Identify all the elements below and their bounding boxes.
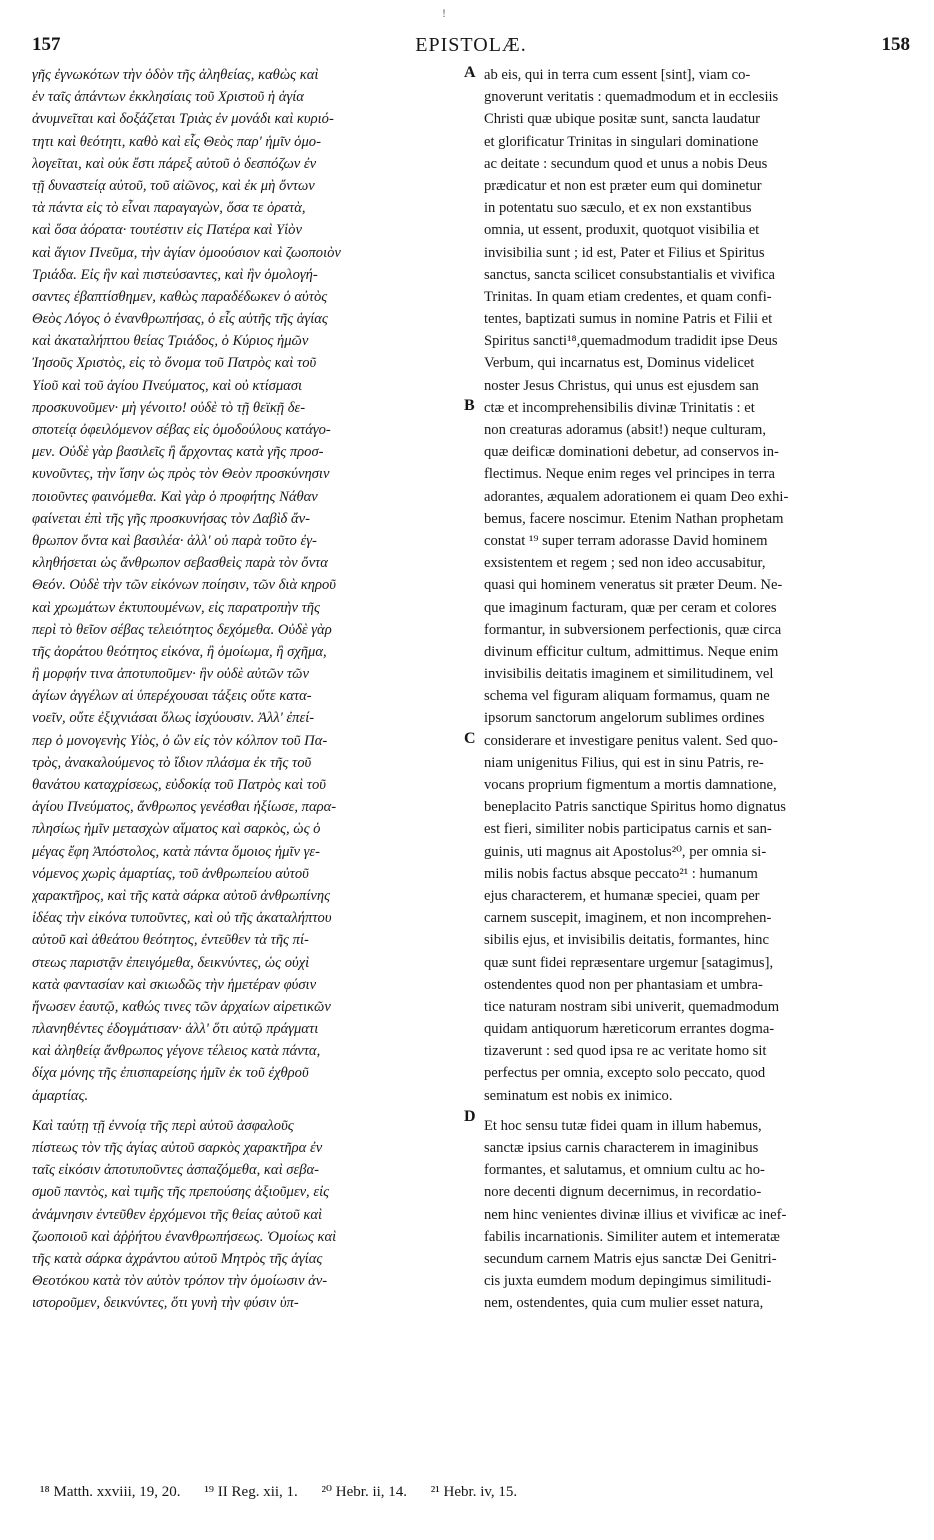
- text-line: νοεῖν, οὔτε ἐξιχνιάσαι ὅλως ἰσχύουσιν. Ἀλλ' ἐπεί-: [32, 710, 315, 727]
- text-line: Θεόν. Οὐδὲ τὴν τῶν εἰκόνων ποίησιν, τῶν διὰ κηροῦ: [32, 577, 337, 594]
- text-line: ἐν ταῖς ἁπάντων ἐκκλησίαις τοῦ Χριστοῦ ἡ ἁγία: [32, 89, 304, 106]
- text-line: Καὶ ταύτῃ τῇ ἐννοίᾳ τῆς περὶ αὐτοῦ ἀσφαλοῦς: [32, 1117, 294, 1134]
- text-line: est fieri, similiter nobis participatus carnis et san-: [484, 821, 772, 838]
- text-line: πλησίως ἡμῖν μετασχὼν αἵματος καὶ σαρκὸς, ὡς ὁ: [32, 821, 321, 838]
- text-line: ac deitate : secundum quod et unus a nobis Deus: [484, 155, 768, 172]
- text-line: Et hoc sensu tutæ fidei quam in illum habemus,: [484, 1117, 762, 1134]
- text-line: νόμενος χωρὶς ἁμαρτίας, τοῦ ἀνθρωπείου αὐτοῦ: [32, 865, 309, 882]
- text-line: in potentatu suo sæculo, et ex non exstantibus: [484, 200, 752, 217]
- page-header: [32, 34, 910, 64]
- text-line: ἥνωσεν ἑαυτῷ, καθώς τινες τῶν ἀρχαίων αἱρετικῶν: [32, 998, 331, 1015]
- text-line: omnia, ut essent, produxit, quotquot visibilia et: [484, 222, 760, 239]
- text-line: Τριάδα. Εἰς ἣν καὶ πιστεύσαντες, καὶ ἣν ὁμολογή-: [32, 266, 318, 283]
- text-line: Θεοτόκου κατὰ τὸν αὐτὸν τρόπον τὴν ὁμοίωσιν ἀν-: [32, 1273, 328, 1290]
- text-line: nem hinc venientes divinæ illius et vivificæ ac inef-: [484, 1206, 787, 1223]
- margin-marker-c: C: [464, 730, 476, 747]
- text-line: divinum efficitur cultum, admittimus. Neque enim: [484, 643, 779, 660]
- text-line: θανάτου καταχρίσεως, εὐδοκίᾳ τοῦ Πατρὸς καὶ τοῦ: [32, 777, 326, 793]
- text-line: exsistentem et regem ; sed non ideo accusabitur,: [484, 555, 766, 572]
- text-line: σαντες ἐβαπτίσθημεν, καθὼς παραδέδωκεν ὁ αὐτὸς: [32, 288, 328, 305]
- stray-ink-mark: !: [442, 6, 446, 20]
- text-line: adorantes, æqualem adorationem ei quam Deo exhi-: [484, 488, 789, 505]
- text-line: καὶ ἀληθείᾳ ἄνθρωπος γέγονε τέλειος κατὰ πάντα,: [32, 1043, 321, 1060]
- text-line: αὐτοῦ καὶ ἀθεάτου θεότητος, ἐντεῦθεν τὰ τῆς πί-: [32, 932, 309, 949]
- text-line: κατὰ φαντασίαν καὶ σκιωδῶς τὴν ἡμετέραν φύσιν: [32, 976, 317, 993]
- text-line: ostendentes quod non per phantasiam et umbra-: [484, 976, 763, 993]
- text-line: guinis, uti magnus ait Apostolus²⁰, per omnia si-: [484, 843, 767, 860]
- text-line: invisibilia sunt ; id est, Pater et Filius et Spiritus: [484, 244, 765, 261]
- text-line: Υἱοῦ καὶ τοῦ ἁγίου Πνεύματος, καὶ οὐ κτίσμασι: [32, 377, 303, 394]
- paragraph-gap: [484, 1107, 914, 1115]
- text-line: λογεῖται, καὶ οὐκ ἔστι πάρεξ αὐτοῦ ὁ δεσπόζων ἐν: [32, 155, 317, 172]
- text-line: θρωπον ὄντα καὶ βασιλέα· ἀλλ' οὐ παρὰ τοῦτο ἐγ-: [32, 532, 317, 549]
- text-line: invisibilis deitatis imaginem et similitudinem, vel: [484, 666, 774, 683]
- text-line: constat ¹⁹ super terram adorasse David hominem: [484, 532, 768, 549]
- text-line: Ἰησοῦς Χριστὸς, εἰς τὸ ὄνομα τοῦ Πατρὸς καὶ τοῦ: [32, 355, 317, 372]
- text-line: secundum carnem Matris ejus sanctæ Dei Genitri-: [484, 1250, 777, 1267]
- text-line: tizaverunt : sed quod ipsa re ac veritate homo sit: [484, 1043, 767, 1060]
- latin-text-column: [484, 64, 914, 1315]
- text-line: πίστεως τὸν τῆς ἁγίας αὐτοῦ σαρκὸς χαρακτῆρα ἐν: [32, 1140, 323, 1156]
- text-line: ἀνυμνεῖται καὶ δοξάζεται Τριὰς ἐν μονάδι καὶ κυριό-: [32, 111, 334, 128]
- text-line: φαίνεται ἐπὶ τῆς γῆς προσκυνήσας τὸν Δαβὶδ ἄν-: [32, 510, 310, 527]
- running-title: EPISTOLÆ.: [415, 34, 527, 56]
- text-line: καὶ χρωμάτων ἐκτυπουμένων, εἰς παρατροπὴν τῆς: [32, 599, 320, 616]
- margin-marker-a: A: [464, 64, 476, 81]
- text-line: ἁμαρτίας.: [32, 1087, 89, 1104]
- text-line: τῇ δυναστείᾳ αὐτοῦ, τοῦ αἰῶνος, καὶ ἐκ μὴ ὄντων: [32, 177, 315, 194]
- text-line: schema vel figuram aliquam formamus, quam ne: [484, 688, 770, 705]
- text-line: seminatum est nobis ex inimico.: [484, 1087, 673, 1104]
- text-line: ejus characterem, et humanæ speciei, quam per: [484, 887, 760, 904]
- footnote-20: ²⁰ Hebr. ii, 14.: [321, 1484, 408, 1500]
- text-line: κυνοῦντες, τὴν ἴσην ὡς πρὸς τὸν Θεὸν προσκύνησιν: [32, 466, 330, 483]
- text-line: σμοῦ παντὸς, καὶ τιμῆς τῆς πρεπούσης ἀξιοῦμεν, εἰς: [32, 1184, 330, 1201]
- text-line: nore decenti dignum decernimus, in recordatio-: [484, 1184, 762, 1201]
- margin-marker-b: B: [464, 397, 475, 414]
- text-line: carnem suscepit, imaginem, et non incomprehen-: [484, 910, 772, 927]
- text-line: flectimus. Neque enim reges vel principes in terra: [484, 466, 775, 483]
- text-line: ἁγίου Πνεύματος, ἄνθρωπος γενέσθαι ἠξίωσε, παρα-: [32, 799, 337, 816]
- text-line: καὶ ἀκαταλήπτου θείας Τριάδος, ὁ Κύριος ἡμῶν: [32, 333, 309, 350]
- footnote-18: ¹⁸ Matth. xxviii, 19, 20.: [40, 1484, 181, 1500]
- text-line: τὰ πάντα εἰς τὸ εἶναι παραγαγὼν, ὅσα τε ὁρατὰ,: [32, 200, 306, 217]
- text-line: ctæ et incomprehensibilis divinæ Trinitatis : et: [484, 399, 755, 416]
- text-line: τρὸς, ἀνακαλούμενος τὸ ἴδιον πλάσμα ἐκ τῆς τοῦ: [32, 754, 312, 771]
- page-number-left: 157: [32, 34, 61, 55]
- text-line: Verbum, qui incarnatus est, Dominus videlicet: [484, 355, 755, 372]
- text-line: et glorificatur Trinitas in singulari dominatione: [484, 133, 759, 150]
- text-line: bemus, facere noscimur. Etenim Nathan prophetam: [484, 510, 784, 527]
- text-line: χαρακτῆρος, καὶ τῆς κατὰ σάρκα αὐτοῦ ἀνθρωπίνης: [32, 887, 331, 904]
- text-line: perfectus per omnia, excepto solo peccato, quod: [484, 1065, 766, 1082]
- text-line: cis juxta eumdem modum depingimus similitudi-: [484, 1273, 772, 1290]
- text-line: beneplacito Patris sanctique Spiritus homo dignatus: [484, 799, 786, 816]
- footnotes: [40, 1482, 910, 1501]
- text-line: ποιοῦντες φαινόμεθα. Καὶ γὰρ ὁ προφήτης Νάθαν: [32, 488, 318, 505]
- margin-marker-d: D: [464, 1108, 476, 1125]
- text-line: considerare et investigare penitus valent. Sed quo-: [484, 732, 778, 749]
- text-line: περ ὁ μονογενὴς Υἱὸς, ὁ ὢν εἰς τὸν κόλπον τοῦ Πα-: [32, 732, 328, 749]
- text-line: μεν. Οὐδὲ γὰρ βασιλεῖς ἢ ἄρχοντας κατὰ γῆς προσ-: [32, 444, 324, 461]
- text-line: vocans proprium figmentum a mortis damnatione,: [484, 777, 777, 793]
- text-line: προσκυνοῦμεν· μὴ γένοιτο! οὐδὲ τὸ τῇ θεϊκῇ δε-: [32, 399, 306, 416]
- text-line: formantes, et salutamus, et omnium cultu ac ho-: [484, 1162, 765, 1179]
- greek-text-column: [32, 64, 460, 1315]
- text-line: tice naturam nostram sibi univerit, quemadmodum: [484, 998, 780, 1015]
- text-line: nem, ostendentes, quia cum mulier esset natura,: [484, 1295, 764, 1312]
- text-line: Θεὸς Λόγος ὁ ἐνανθρωπήσας, ὁ εἷς αὐτῆς τῆς ἁγίας: [32, 311, 328, 328]
- text-line: κληθήσεται ὡς ἄνθρωπον σεβασθεὶς παρὰ τὸν ὄντα: [32, 555, 328, 572]
- text-line: gnoverunt veritatis : quemadmodum et in ecclesiis: [484, 89, 779, 106]
- text-line: Trinitas. In quam etiam credentes, et quam confi-: [484, 288, 772, 305]
- text-line: τητι καὶ θεότητι, καθὸ καὶ εἷς Θεὸς παρ' ἡμῖν ὁμο-: [32, 133, 321, 150]
- text-line: quæ sunt fidei repræsentare urgemur [satagimus],: [484, 954, 774, 971]
- text-line: ab eis, qui in terra cum essent [sint], viam co-: [484, 67, 751, 83]
- text-line: ζωοποιοῦ καὶ ἀῤῥήτου ἐνανθρωπήσεως. Ὁμοίως καὶ: [32, 1228, 337, 1245]
- text-line: γῆς ἐγνωκότων τὴν ὁδὸν τῆς ἀληθείας, καθὼς καὶ: [32, 67, 319, 83]
- text-line: ιστοροῦμεν, δεικνύντες, ὅτι γυνὴ τὴν φύσιν ὑπ-: [32, 1295, 299, 1312]
- text-line: τῆς ἀοράτου θεότητος εἰκόνα, ἢ ὁμοίωμα, ἢ σχῆμα,: [32, 643, 327, 660]
- text-line: Spiritus sancti¹⁸,quemadmodum tradidit ipse Deus: [484, 333, 778, 350]
- text-line: πλανηθέντες ἐδογμάτισαν· ἀλλ' ὅτι αὐτῷ πράγματι: [32, 1021, 319, 1038]
- text-line: sanctæ ipsius carnis characterem in imaginibus: [484, 1140, 759, 1156]
- text-line: non creaturas adoramus (absit!) neque culturam,: [484, 422, 767, 438]
- text-line: ταῖς εἰκόσιν ἀποτυποῦντες ἀσπαζόμεθα, καὶ σεβα-: [32, 1162, 320, 1179]
- text-line: καὶ ὅσα ἀόρατα· τουτέστιν εἰς Πατέρα καὶ Υἱὸν: [32, 222, 302, 239]
- text-line: ἰδέας τὴν εἰκόνα τυποῦντες, καὶ οὐ τῆς ἀκαταλήπτου: [32, 910, 332, 927]
- text-line: ἀνάμνησιν ἐντεῦθεν ἐρχόμενοι τῆς θείας αὐτοῦ καὶ: [32, 1206, 323, 1223]
- text-line: δίχα μόνης τῆς ἐπισπαρείσης ἡμῖν ἐκ τοῦ ἐχθροῦ: [32, 1065, 309, 1082]
- text-line: ipsorum sanctorum angelorum sublimes ordines: [484, 710, 765, 727]
- text-line: quidam antiquorum hæreticorum errantes dogma-: [484, 1021, 775, 1038]
- text-line: sanctus, sancta scilicet consubstantialis et vivifica: [484, 266, 775, 283]
- text-line: quæ deificæ dominationi debetur, ad conservos in-: [484, 444, 779, 461]
- footnote-21: ²¹ Hebr. iv, 15.: [430, 1484, 518, 1500]
- text-line: στεως παριστᾷν ἐπειγόμεθα, δεικνύντες, ὡς οὐχὶ: [32, 954, 310, 971]
- text-line: fabilis incarnationis. Similiter autem et intemeratæ: [484, 1228, 780, 1245]
- page-number-right: 158: [881, 34, 910, 55]
- text-line: ἢ μορφήν τινα ἀποτυποῦμεν· ἣν οὐδὲ αὐτῶν τῶν: [32, 666, 309, 683]
- text-line: μέγας ἔφη Ἀπόστολος, κατὰ πάντα ὅμοιος ἡμῖν γε-: [32, 843, 320, 860]
- text-line: milis nobis factus absque peccato²¹ : humanum: [484, 865, 758, 882]
- text-line: Christi quæ ubique positæ sunt, sancta laudatur: [484, 111, 761, 128]
- paragraph-gap: [32, 1107, 460, 1115]
- text-line: τῆς κατὰ σάρκα ἀχράντου αὐτοῦ Μητρὸς τῆς ἁγίας: [32, 1250, 323, 1267]
- footnote-19: ¹⁹ II Reg. xii, 1.: [204, 1484, 298, 1500]
- text-line: ἁγίων ἀγγέλων αἱ ὑπερέχουσαι τάξεις οὔτε κατα-: [32, 688, 312, 705]
- text-line: περὶ τὸ θεῖον σέβας τελειότητος δεχόμεθα. Οὐδὲ γὰρ: [32, 621, 332, 638]
- text-line: prædicatur et non est præter eum qui dominetur: [484, 177, 762, 194]
- text-line: quasi qui hominem veneratus sit præter Deum. Ne-: [484, 577, 783, 594]
- text-line: sibilis ejus, et invisibilis deitatis, formantes, hinc: [484, 932, 769, 949]
- text-line: σποτείᾳ ὀφειλόμενον σέβας εἰς ὁμοδούλους κατάγο-: [32, 422, 331, 438]
- text-line: καὶ ἅγιον Πνεῦμα, τὴν ἁγίαν ὁμοούσιον καὶ ζωοποιὸν: [32, 244, 341, 261]
- text-line: noster Jesus Christus, qui unus est ejusdem san: [484, 377, 759, 394]
- text-line: niam unigenitus Filius, qui est in sinu Patris, re-: [484, 754, 764, 771]
- text-line: formantur, in subversionem perfectionis, quæ circa: [484, 621, 782, 638]
- text-line: tentes, baptizati sumus in nomine Patris et Filii et: [484, 311, 773, 328]
- text-line: que imaginum facturam, quæ per ceram et colores: [484, 599, 777, 616]
